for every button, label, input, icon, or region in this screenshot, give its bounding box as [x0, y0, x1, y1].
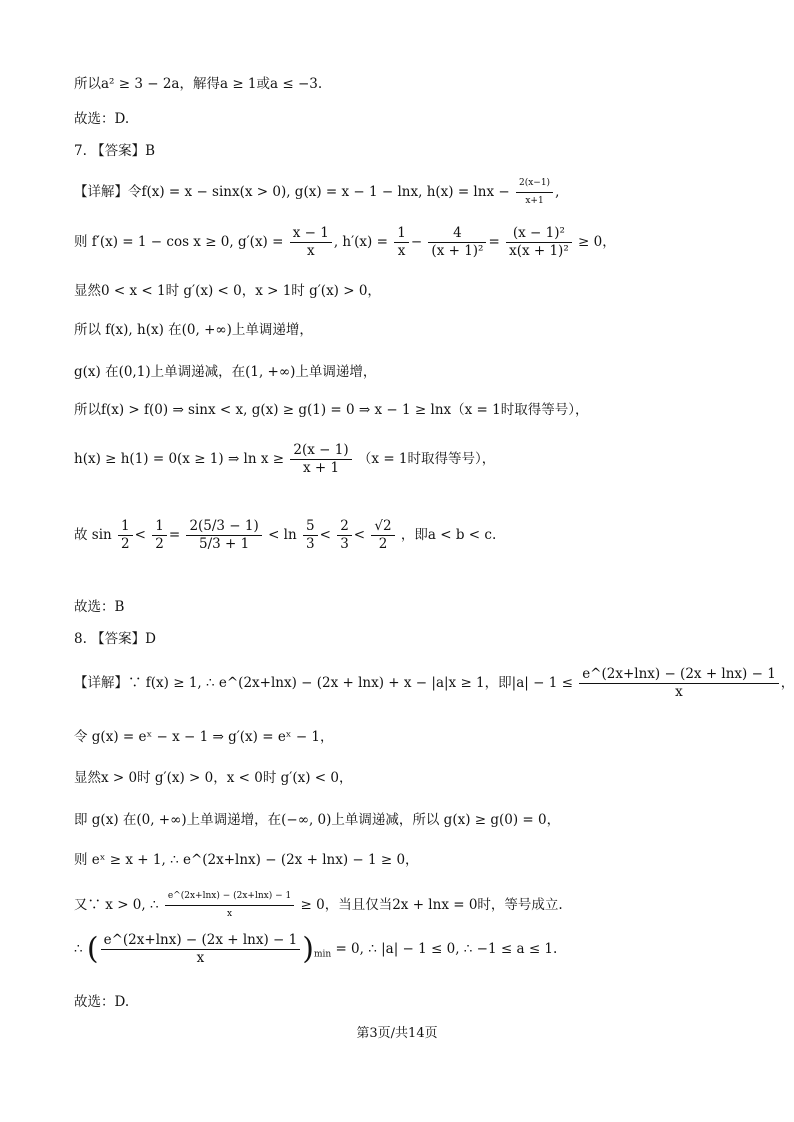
denominator: x [227, 909, 233, 919]
derivative-text: , h′(x) = [333, 234, 388, 250]
derivatives-line: 则 f′(x) = 1 − cos x ≥ 0, g′(x) = $\frac{x - 1}{x}$ , h′(x) = $\frac{1}{x}$ − $\frac{4}{\text{(x + 1)²}}$ = $\frac{\text{(x − 1)²}}{\text{x(x + 1)²}}$ ≥ 0， [74, 225, 616, 259]
left-paren: ( [86, 931, 99, 967]
line-16: 显然x > 0时 g′(x) > 0，x < 0时 g′(x) < 0， [74, 770, 353, 786]
numerator: x − 1 [290, 225, 332, 243]
detail-8 [74, 666, 794, 701]
denominator: 3 [340, 536, 349, 552]
fraction [337, 518, 352, 553]
derivative-text: ≥ 0， [578, 234, 616, 250]
numerator: 4 [428, 225, 486, 243]
denominator: x [196, 950, 205, 966]
numerator: 2(x − 1) [290, 442, 351, 460]
line-10 [74, 442, 495, 477]
numerator: 1 [118, 518, 133, 536]
numerator: e^(2x+lnx) − (2x+lnx) − 1 [165, 888, 294, 906]
numerator: √2 [371, 518, 394, 536]
line-19 [74, 888, 563, 923]
fraction [428, 225, 486, 260]
fraction [290, 225, 332, 260]
fraction [371, 518, 394, 553]
text: 【详解】∵ f(x) ≥ 1, ∴ e^(2x+lnx) − (2x + lnx) + x − |a|x ≥ 1，即|a| − 1 ≤ [74, 675, 573, 691]
numerator: e^(2x+lnx) − (2x + lnx) − 1 [101, 932, 301, 950]
line-12: 故选：B [74, 599, 125, 615]
numerator: e^(2x+lnx) − (2x + lnx) − 1 [579, 666, 779, 684]
text: （x = 1时取得等号）， [357, 451, 496, 467]
denominator: 2 [121, 536, 130, 552]
numerator: 2(x−1) [516, 175, 553, 193]
line-1: 所以a² ≥ 3 − 2a，解得a ≥ 1或a ≤ −3. [74, 76, 323, 92]
denominator: 2 [155, 536, 164, 552]
denominator: x [675, 684, 683, 700]
line-6: 显然0 < x < 1时 g′(x) < 0，x > 1时 g′(x) > 0， [74, 283, 381, 299]
right-paren: ) [302, 931, 314, 967]
line-11: 故 sin $\frac{1}{2}$ < $\frac{1}{2}$ = $\frac{2(5/3 - 1)}{5/3 + 1}$ < ln $\frac{5}{3}$ < $\frac{2}{3}$ < $\frac{√2}{2}$ ，即a < b < c. [74, 518, 497, 552]
denominator: 3 [306, 536, 315, 552]
line-15: 令 g(x) = eˣ − x − 1 ⇒ g′(x) = eˣ − 1， [74, 729, 334, 745]
text: ∴ [74, 941, 83, 957]
denominator: x [397, 243, 406, 259]
denominator: 2 [378, 536, 388, 552]
line-8: g(x) 在(0,1)上单调递减，在(1, +∞)上单调递增， [74, 364, 377, 380]
fraction [303, 518, 318, 553]
detail-7: 【详解】令f(x) = x − sinx(x > 0), g(x) = x − 1 − lnx, h(x) = lnx − $\frac{2(x-1)}{x+1}$ , [74, 175, 559, 210]
fraction [118, 518, 133, 553]
line-9: 所以f(x) > f(0) ⇒ sinx < x, g(x) ≥ g(1) = 0 ⇒ x − 1 ≥ lnx（x = 1时取得等号）， [74, 402, 589, 418]
fraction [152, 518, 167, 553]
text: ≥ 0，当且仅当2x + lnx = 0时，等号成立. [300, 897, 563, 913]
text: 故 sin [74, 527, 112, 543]
fraction [165, 888, 294, 923]
answer-7: 7. 【答案】B [74, 143, 156, 159]
denominator: 5/3 + 1 [199, 536, 250, 552]
fraction [290, 442, 351, 477]
line-17: 即 g(x) 在(0, +∞)上单调递增，在(−∞, 0)上单调递减，所以 g(x) ≥ g(0) = 0， [74, 812, 561, 828]
text: h(x) ≥ h(1) = 0(x ≥ 1) ⇒ ln x ≥ [74, 451, 285, 467]
fraction [579, 666, 779, 701]
denominator: x [306, 243, 315, 259]
fraction [186, 518, 261, 553]
line-21: 故选：D. [74, 994, 130, 1010]
answer-8: 8. 【答案】D [74, 631, 156, 647]
numerator: 5 [303, 518, 318, 536]
denominator: x(x + 1)² [509, 243, 569, 259]
detail-functions: f(x) = x − sinx(x > 0), g(x) = x − 1 − lnx, h(x) = lnx − [141, 184, 510, 200]
numerator: 2(5/3 − 1) [186, 518, 261, 536]
text: ， [780, 675, 794, 691]
text: = 0, ∴ |a| − 1 ≤ 0, ∴ −1 ≤ a ≤ 1. [335, 941, 558, 957]
line-18: 则 eˣ ≥ x + 1, ∴ e^(2x+lnx) − (2x + lnx) − 1 ≥ 0， [74, 852, 419, 868]
denominator: x+1 [525, 196, 544, 206]
numerator: 1 [394, 225, 409, 243]
line-2: 故选：D. [74, 111, 130, 127]
subscript-min: min [313, 949, 332, 960]
detail-label: 【详解】令 [74, 184, 142, 200]
page-footer: 第3页/共14页 [356, 1026, 438, 1041]
denominator: (x + 1)² [431, 243, 484, 259]
fraction [516, 175, 553, 210]
fraction [506, 225, 572, 260]
numerator: (x − 1)² [506, 225, 572, 243]
fraction [101, 932, 301, 967]
numerator: 2 [337, 518, 352, 536]
numerator: 1 [152, 518, 167, 536]
derivative-text: 则 f′(x) = 1 − cos x ≥ 0, g′(x) = [74, 234, 284, 250]
text: ，即a < b < c. [400, 527, 497, 543]
line-20 [74, 932, 557, 967]
text: < ln [268, 527, 297, 543]
fraction [394, 225, 409, 260]
line-7: 所以 f(x), h(x) 在(0, +∞)上单调递增， [74, 322, 313, 338]
text: 又∵ x > 0, ∴ [74, 897, 159, 913]
denominator: x + 1 [302, 460, 340, 476]
